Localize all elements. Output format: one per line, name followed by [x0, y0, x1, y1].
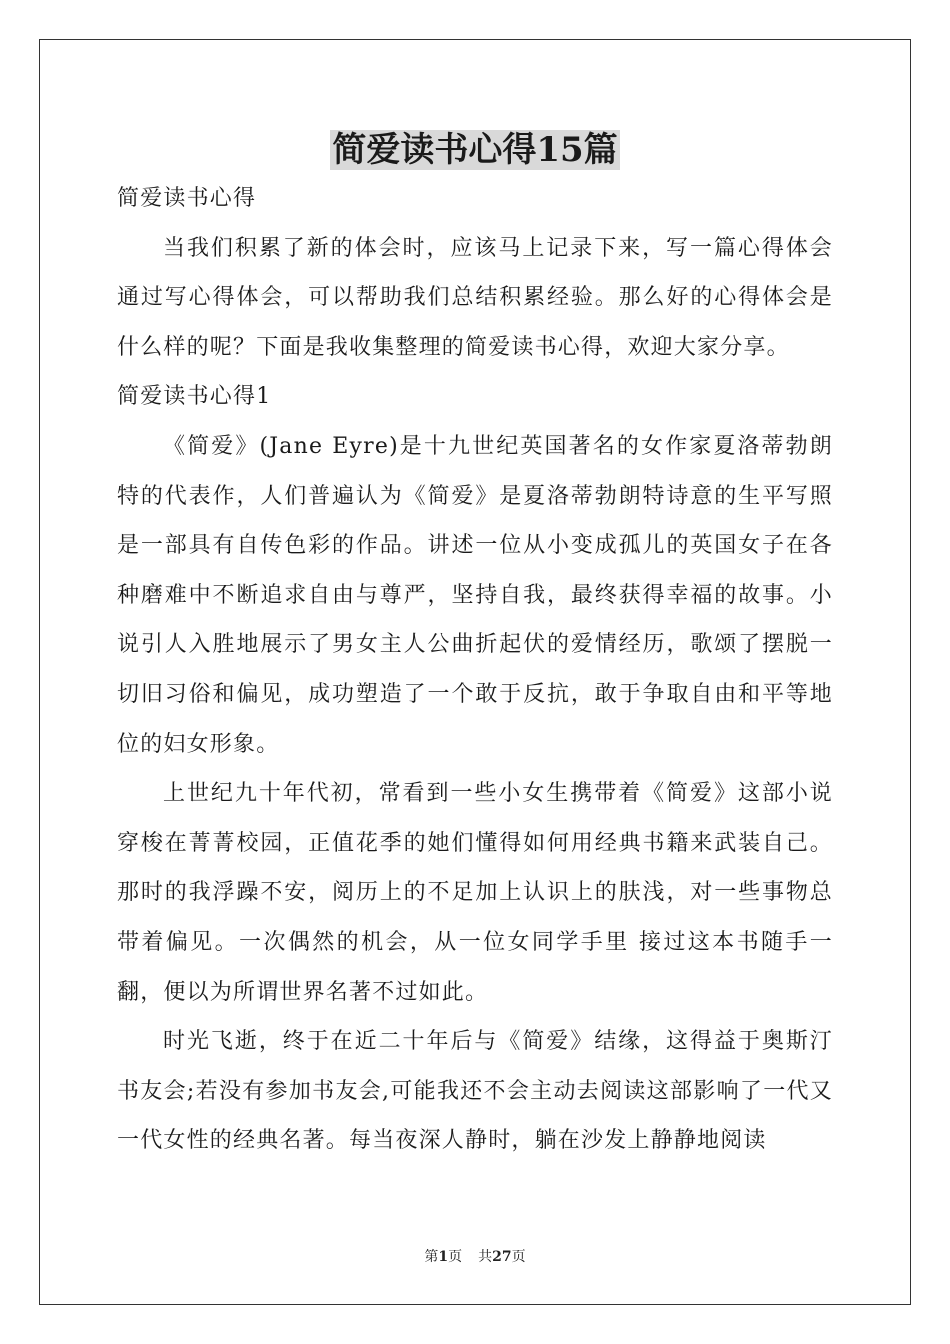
current-page-number: 1	[438, 1249, 449, 1265]
body-paragraph: 时光飞逝，终于在近二十年后与《简爱》结缘，这得益于奥斯汀书友会;若没有参加书友会,可能我还不会主动去阅读这部影响了一代又一代女性的经典名著。每当夜深人静时，躺在沙发上静静地阅读	[117, 1029, 833, 1154]
page-footer	[0, 1247, 950, 1267]
body-paragraph: 上世纪九十年代初，常看到一些小女生携带着《简爱》这部小说穿梭在菁菁校园，正值花季的她们懂得如何用经典书籍来武装自己。那时的我浮躁不安，阅历上的不足加上认识上的肤浅，对一些事物总带着偏见。一次偶然的机会，从一位女同学手里 接过这本书随手一翻，便以为所谓世界名著不过如此。	[117, 781, 833, 1005]
title-text: 简爱读书心得15篇	[332, 130, 618, 170]
section-heading: 简爱读书心得	[117, 186, 257, 211]
total-prefix: 共	[478, 1249, 493, 1265]
document-body	[117, 174, 833, 1166]
section-heading: 简爱读书心得1	[117, 384, 272, 410]
total-suffix: 页	[511, 1249, 526, 1265]
total-pages-number: 27	[492, 1249, 512, 1265]
document-title	[0, 126, 950, 174]
body-paragraph: 《简爱》(Jane Eyre)是十九世纪英国著名的女作家夏洛蒂勃朗特的代表作，人们普遍认为《简爱》是夏洛蒂勃朗特诗意的生平写照是一部具有自传色彩的作品。讲述一位从小变成孤儿的英国女子在各种磨难中不断追求自由与尊严，坚持自我，最终获得幸福的故事。小说引人入胜地展示了男女主人公曲折起伏的爱情经历，歌颂了摆脱一切旧习俗和偏见，成功塑造了一个敢于反抗，敢于争取自由和平等地位的妇女形象。	[117, 433, 833, 757]
page-prefix: 第	[424, 1249, 439, 1265]
page-suffix: 页	[448, 1249, 463, 1265]
intro-paragraph: 当我们积累了新的体会时，应该马上记录下来，写一篇心得体会通过写心得体会，可以帮助我们总结积累经验。那么好的心得体会是什么样的呢？下面是我收集整理的简爱读书心得，欢迎大家分享。	[117, 235, 833, 360]
